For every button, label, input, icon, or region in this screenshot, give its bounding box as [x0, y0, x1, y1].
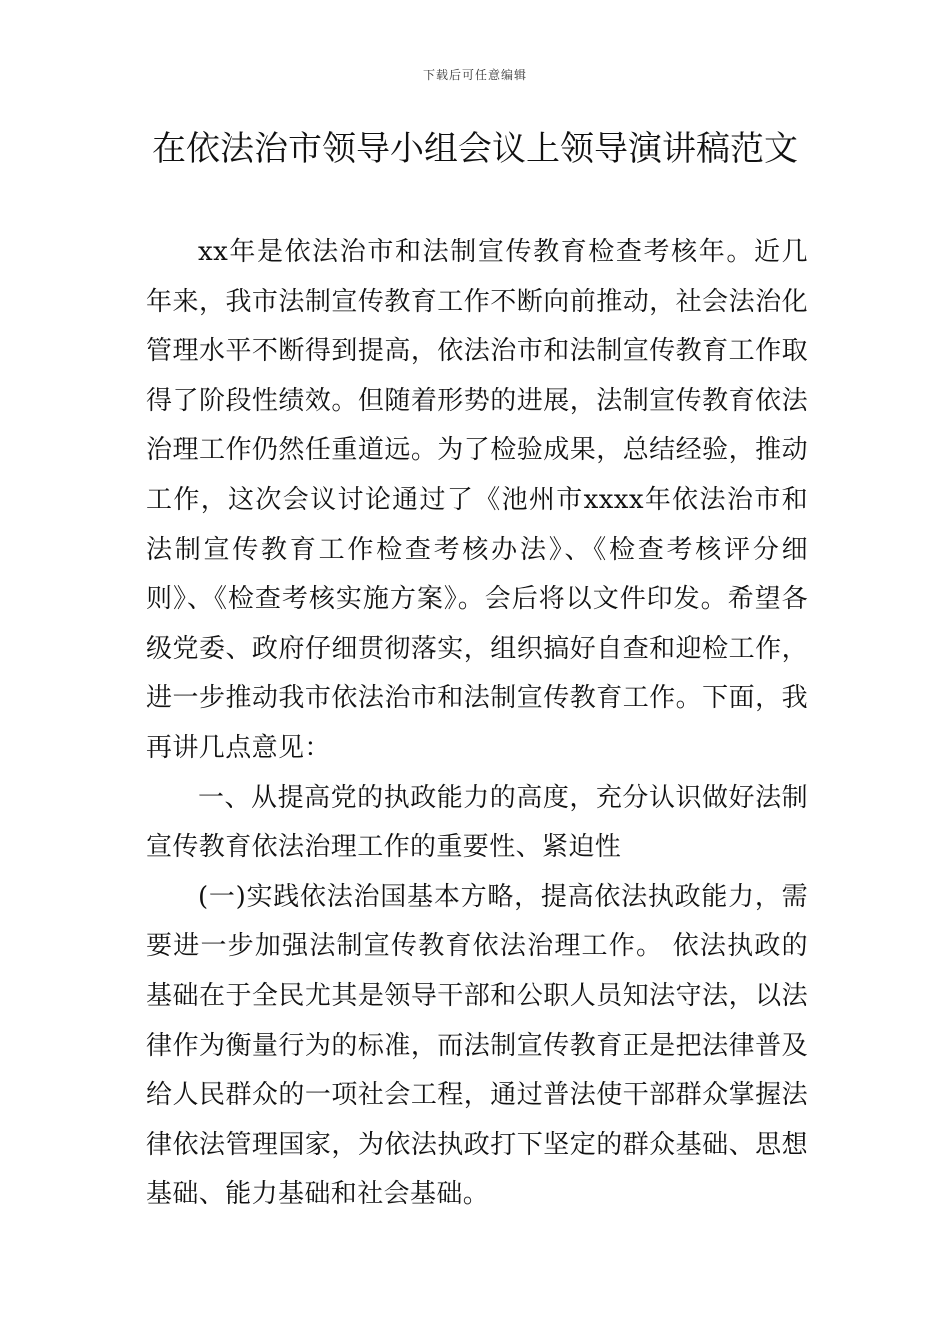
paragraph-section-heading: 一、从提高党的执政能力的高度，充分认识做好法制宣传教育依法治理工作的重要性、紧迫性 [146, 782, 808, 863]
document-title: 在依法治市领导小组会议上领导演讲稿范文 [152, 129, 798, 169]
paragraph-subsection-1: (一)实践依法治国基本方略，提高依法执政能力，需要进一步加强法制宣传教育依法治理工作。 依法执政的基础在于全民尤其是领导干部和公职人员知法守法，以法律作为衡量行为的标准，而法制宣传教育正是把法律普及给人民群众的一项社会工程，通过普法使干部群众掌握法律依法管理国家，为依法执政打下坚定的群众基础、思想基础、能力基础和社会基础。 [146, 881, 808, 1210]
paragraph-intro: xx年是依法治市和法制宣传教育检查考核年。近几年来，我市法制宣传教育工作不断向前推动，社会法治化管理水平不断得到提高，依法治市和法制宣传教育工作取得了阶段性绩效。但随着形势的进展，法制宣传教育依法治理工作仍然任重道远。为了检验成果，总结经验，推动工作，这次会议讨论通过了《池州市xxxx年依法治市和法制宣传教育工作检查考核办法》、《检查考核评分细则》、《检查考核实施方案》。会后将以文件印发。希望各级党委、政府仔细贯彻落实，组织搞好自查和迎检工作，进一步推动我市依法治市和法制宣传教育工作。下面，我再讲几点意见： [146, 237, 808, 763]
document-body [146, 228, 808, 1220]
header-note: 下载后可任意编辑 [422, 68, 527, 82]
